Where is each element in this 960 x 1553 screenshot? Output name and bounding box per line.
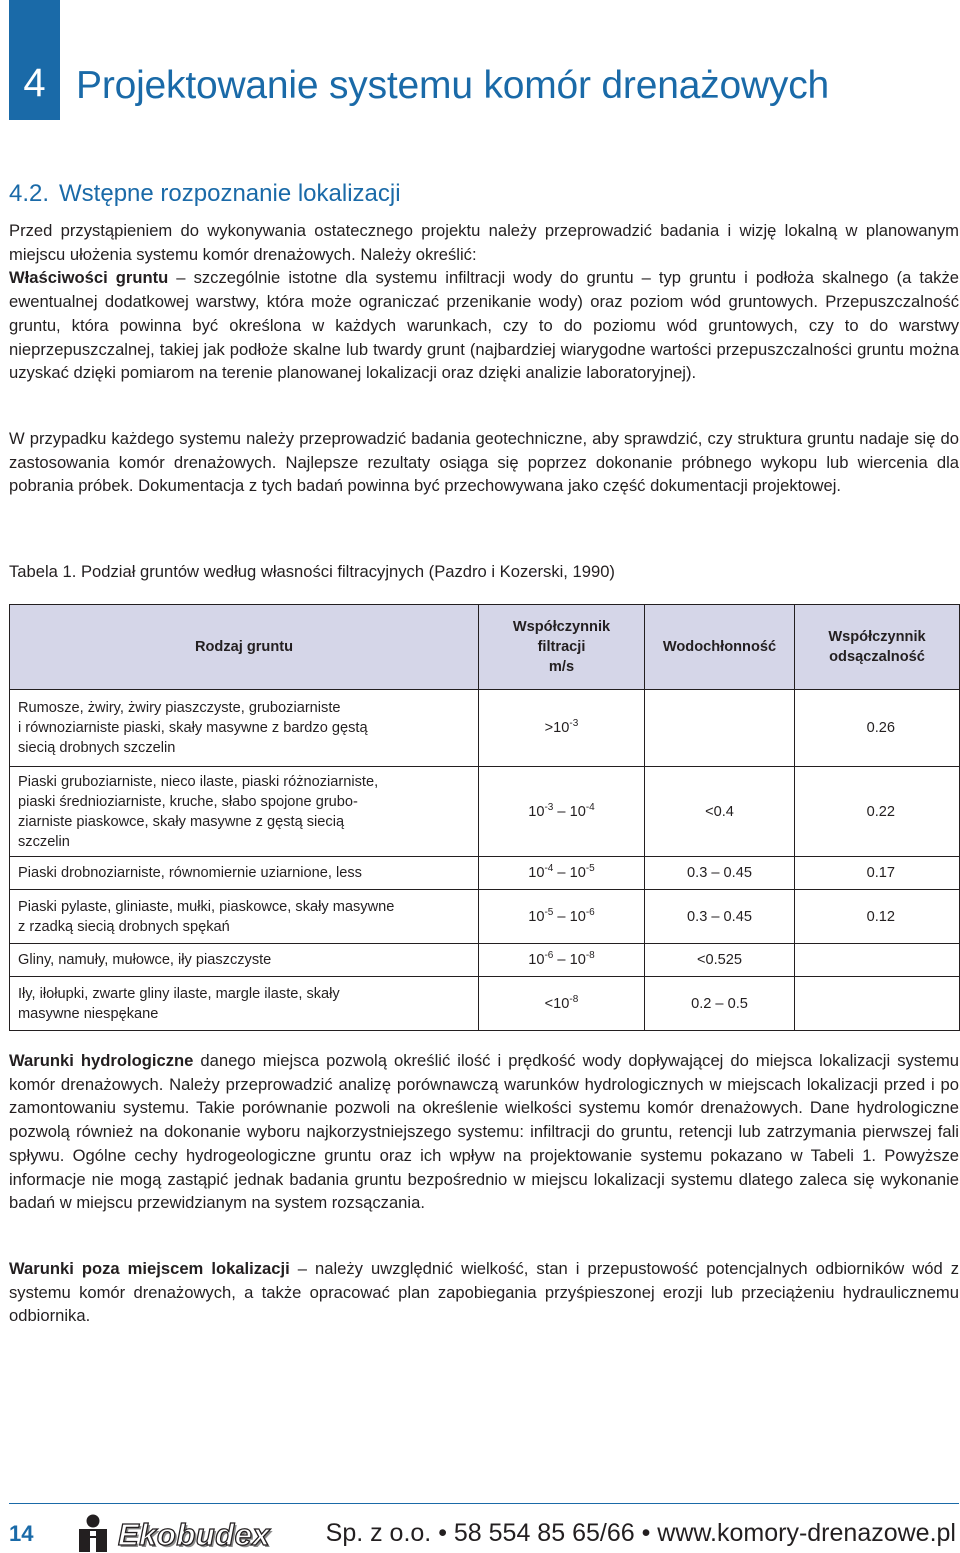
filtration-k-exp1: -3	[544, 801, 554, 813]
filtration-k-prefix: 10	[528, 952, 545, 968]
section-title	[9, 180, 401, 208]
soil-properties-label: Właściwości gruntu	[9, 268, 169, 288]
header-filtration-line2: filtracji	[537, 639, 586, 655]
soil-type-line: z rzadką siecią drobnych spękań	[18, 918, 230, 935]
cell-soil-type	[10, 944, 479, 977]
hydrology-label: Warunki hydrologiczne	[9, 1051, 194, 1070]
cell-water-capacity: 0.2 – 0.5	[645, 977, 795, 1031]
cell-soil-type	[10, 767, 479, 857]
table-header-row	[10, 605, 960, 690]
header-drainage-line2: odsączalność	[829, 649, 925, 665]
filtration-k-exp1: -4	[544, 863, 554, 874]
table-row	[10, 857, 960, 890]
soil-type-line: masywne niespękane	[18, 1005, 159, 1022]
intro-paragraph	[9, 219, 959, 385]
header-water-capacity: Wodochłonność	[645, 605, 795, 690]
table-row	[10, 767, 960, 857]
table-row	[10, 977, 960, 1031]
cell-drainage	[795, 944, 960, 977]
cell-drainage: 0.17	[795, 857, 960, 890]
chapter-number-box	[9, 0, 60, 120]
filtration-k-exp2: -6	[585, 906, 595, 918]
offsite-paragraph	[9, 1257, 959, 1328]
chapter-number: 4	[23, 61, 46, 105]
page-number: 14	[9, 1521, 34, 1546]
table-row	[10, 944, 960, 977]
cell-filtration	[479, 767, 645, 857]
company-logo-text: Ekobudex	[118, 1517, 271, 1552]
cell-water-capacity: <0.525	[645, 944, 795, 977]
table-row	[10, 690, 960, 767]
cell-soil-type	[10, 690, 479, 767]
footer-contact: Sp. z o.o. • 58 554 85 65/66 • www.komory-drenazowe.pl	[325, 1519, 956, 1547]
soil-type-line: Piaski pylaste, gliniaste, mułki, piaskowce, skały masywne	[18, 898, 395, 915]
filtration-k-sep: – 10	[553, 908, 586, 925]
soil-type-line: Rumosze, żwiry, żwiry piaszczyste, gruboziarniste	[18, 700, 341, 716]
cell-water-capacity: 0.3 – 0.45	[645, 890, 795, 944]
soil-table	[9, 604, 960, 1031]
cell-filtration	[479, 690, 645, 767]
header-drainage-line1: Współczynnik	[828, 629, 926, 645]
footer-divider	[9, 1503, 959, 1504]
filtration-k-exp1: -3	[569, 718, 579, 729]
table-caption: Tabela 1. Podział gruntów według własności filtracyjnych (Pazdro i Kozerski, 1990)	[9, 562, 615, 581]
soil-type-line: Gliny, namuły, mułowce, iły piaszczyste	[18, 952, 272, 968]
intro-text: Przed przystąpieniem do wykonywania ostatecznego projektu należy przeprowadzić badania i wizję lokalną w planowanym miejscu ułożenia systemu komór drenażowych. Należy określić:	[9, 221, 959, 264]
offsite-label: Warunki poza miejscem lokalizacji	[9, 1259, 290, 1278]
filtration-k-exp2: -8	[585, 950, 595, 961]
soil-type-line: i równoziarniste piaski, skały masywne z bardzo gęstą	[18, 720, 368, 736]
cell-filtration	[479, 977, 645, 1031]
cell-drainage	[795, 977, 960, 1031]
geotech-paragraph: W przypadku każdego systemu należy przeprowadzić badania geotechniczne, aby sprawdzić, czy struktura gruntu nadaje się do zastosowania komór drenażowych. Najlepsze rezultaty osiąga się poprzez dokonanie próbnego wykopu lub wiercenia dla pobrania próbek. Dokumentacja z tych badań powinna być przechowywana jako część dokumentacji projektowej.	[9, 429, 959, 496]
filtration-k-prefix: >10	[544, 720, 570, 736]
cell-filtration	[479, 944, 645, 977]
filtration-k-prefix: 10	[528, 803, 545, 820]
cell-drainage: 0.22	[795, 767, 960, 857]
soil-type-line: ziarniste piaskowce, skały masywne z gęstą siecią	[18, 813, 345, 830]
cell-soil-type	[10, 977, 479, 1031]
header-filtration-unit: m/s	[548, 659, 575, 675]
table-row	[10, 890, 960, 944]
soil-properties-text: – szczególnie istotne dla systemu infiltracji wody do gruntu – typ gruntu i podłoża skalnego (a także ewentualnej dodatkowej warstwy, która może ograniczać przenikanie wody) oraz poziom wód gruntowych. Przepuszczalność gruntu, która powinna być określona w każdych warunkach, czy to do poziomu wód gruntowych, czy to do warstwy nieprzepuszczalnej, takiej jak podłoże skalne lub twardy grunt (najbardziej wiarygodne wartości przepuszczalności gruntu można uzyskać dzięki pomiarom na terenie planowanej lokalizacji oraz dzięki analizie laboratoryjnej).	[9, 268, 959, 383]
soil-type-line: piaski średnioziarniste, kruche, słabo spojone grubo-	[18, 793, 358, 810]
filtration-k-exp2: -4	[585, 801, 595, 813]
soil-type-line: Piaski drobnoziarniste, równomiernie uziarnione, less	[18, 865, 362, 881]
section-title-text: Wstępne rozpoznanie lokalizacji	[59, 180, 401, 207]
header-soil-type: Rodzaj gruntu	[10, 605, 479, 690]
filtration-k-prefix: <10	[544, 995, 570, 1012]
cell-water-capacity: <0.4	[645, 767, 795, 857]
cell-water-capacity: 0.3 – 0.45	[645, 857, 795, 890]
filtration-k-exp2: -5	[585, 863, 595, 874]
soil-type-line: szczelin	[18, 833, 70, 850]
cell-filtration	[479, 890, 645, 944]
filtration-k-exp1: -8	[569, 993, 579, 1005]
filtration-k-sep: – 10	[553, 803, 586, 820]
soil-type-line: Piaski gruboziarniste, nieco ilaste, piaski różnoziarniste,	[18, 773, 379, 790]
filtration-k-sep: – 10	[553, 952, 586, 968]
filtration-k-sep: – 10	[553, 865, 586, 881]
section-number: 4.2.	[9, 180, 50, 207]
offsite-text: – należy uwzględnić wielkość, stan i przepustowość potencjalnych odbiorników wód z systemu komór drenażowych, a także opracować plan zapobiegania przyśpieszonej erozji lub przeciążeniu hydraulicznemu odbiornika.	[9, 1259, 960, 1326]
hydrology-paragraph	[9, 1049, 959, 1215]
filtration-k-exp1: -6	[544, 950, 554, 961]
cell-water-capacity	[645, 690, 795, 767]
soil-type-line: Iły, iłołupki, zwarte gliny ilaste, margle ilaste, skały	[18, 985, 340, 1002]
cell-soil-type	[10, 890, 479, 944]
header-filtration	[479, 605, 645, 690]
cell-filtration	[479, 857, 645, 890]
hydrology-text: danego miejsca pozwolą określić ilość i prędkość wody dopływającej do miejsca lokalizacji systemu komór drenażowych. Należy przeprowadzić analizę porównawczą warunków hydrologicznych w miejscach lokalizacji przed i po zamontowaniu systemu. Takie porównanie pozwoli na określenie wielkości systemu komór drenażowych. Dane hydrologiczne pozwolą również na dokonanie wyboru najkorzystniejszego systemu: infiltracji do gruntu, retencji lub zatrzymania pierwszej fali spływu. Ogólne cechy hydrogeologiczne gruntu oraz ich wpływ na projektowanie systemu pokazano w Tabeli 1. Powyższe informacje nie mogą zastąpić jednak badania gruntu bezpośrednio w miejscu lokalizacji systemu dlatego zaleca się wykonanie badań w miejscu przewidzianym na system rozsączania.	[9, 1051, 959, 1213]
cell-drainage: 0.26	[795, 690, 960, 767]
filtration-k-exp1: -5	[544, 906, 554, 918]
filtration-k-prefix: 10	[528, 865, 545, 881]
cell-drainage: 0.12	[795, 890, 960, 944]
header-drainage	[795, 605, 960, 690]
filtration-k-prefix: 10	[528, 908, 545, 925]
soil-type-line: siecią drobnych szczelin	[18, 740, 176, 756]
cell-soil-type	[10, 857, 479, 890]
company-logo-icon	[77, 1514, 109, 1552]
chapter-title: Projektowanie systemu komór drenażowych	[76, 64, 830, 107]
header-filtration-line1: Współczynnik	[512, 619, 611, 635]
